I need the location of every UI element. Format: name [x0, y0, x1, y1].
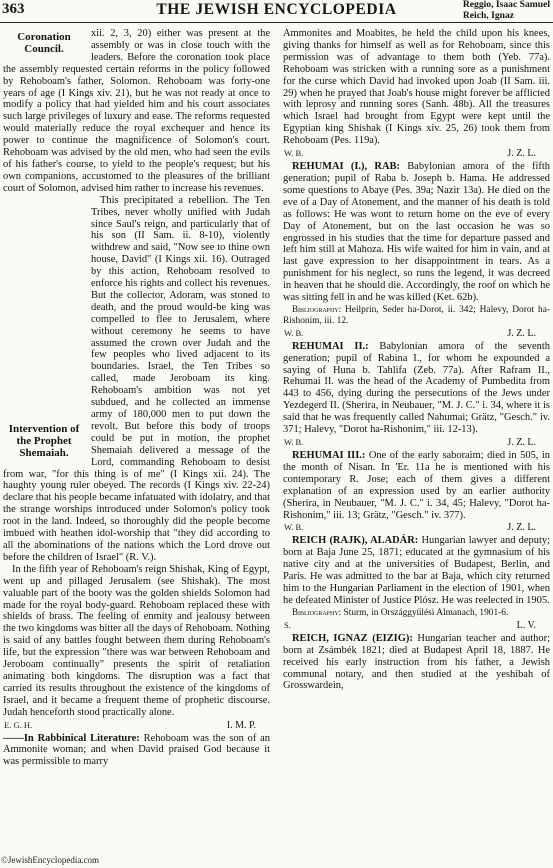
- guide-word-first: Reggio, Isaac Samuel: [462, 0, 550, 10]
- author-initials: W. B.: [284, 437, 304, 447]
- paragraph-text: This precipitated a rebellion. The Ten Tribes, never wholly unified with Judah since Saul's reign, and particularly that of his son (II Sam. ii. 8-10), violently withdrew and said, "Now see to thine own house, David" (I Kings xii. 16). Outraged by this action, Rehoboam resolved to enforce his rights and collect his revenues. But the collector, Adoram, was stoned to death, and the proud would-be king was compelled to flee to Jerusalem, where without ceremony he seems to have assumed the crown over Judah and the few peoples who lived adjacent to its boundaries. Israel, the Ten Tribes so called, made Jeroboam its king. Rehoboam's ambition was not yet subdued, and he collected an immense army of 180,000 men to put down the revolt. But before this body of troops could be put in motion, the prophet Shemaiah delivered a message of the Lord, commanding Rehoboam to desist from war, "for this thing is of me" (I Kings xii. 24). The haughty young ruler obeyed. The records (I Kings xiv. 22-24) declare that his people became infatuated with idolatry, and that the strange worships introduced under Solomon's policy took root in the land. Indeed, so thoroughly did the people become imbued with heathen idol-worship that "they did according to all the abominations of the nations which the Lord drove out before the children of Israel" (R. V.).: [3, 194, 270, 563]
- entry-rehumai-3: [283, 450, 550, 521]
- left-column: [3, 28, 270, 768]
- paragraph: [3, 564, 270, 719]
- paragraph-text: xii. 2, 3, 20) either was present at the assembly or was in close touch with the leaders. Before the coronation took place the assembly requested certain reforms in the policy followed by Rehoboam's father, Solomon. Rehoboam was forty-one years of age (I Kings xiv. 21), but he was not ready at once to modify a policy that had yielded him and his court associates such large privileges of luxury and ease. The reforms requested would materially reduce the royal exchequer and hence its power to continue the magnificence of Solomon's court. Rehoboam was advised by the old men, who had seen the evils of his father's course, to yield to the people's request; but his own companions, accustomed to the pleasures of the brilliant court of Solomon, advised him rather to increase his revenues.: [3, 28, 270, 194]
- margin-heading-coronation: Coronation Council.: [17, 31, 71, 55]
- author-initials: J. Z. L.: [507, 522, 536, 534]
- section-heading: ——In Rabbinical Literature:: [3, 732, 140, 744]
- contributor-signature: [283, 437, 550, 448]
- paragraph: [3, 195, 270, 564]
- bibliography-text: Sturm, in Országgyűlési Almanach, 1901-6.: [341, 607, 509, 618]
- author-initials: W. B.: [284, 148, 304, 159]
- entry-heading: REICH, IGNAZ (EIZIG):: [292, 632, 413, 644]
- author-initials: L. V.: [516, 619, 536, 631]
- entry-heading: REHUMAI (I.), RAB:: [292, 161, 400, 173]
- paragraph-text: Ammonites and Moabites, he held the child upon his knees, giving thanks for himself as well as for Rehoboam, since this permission was of advantage to them both (Yeb. 77a). Rehoboam was stricken with a running sore as a punishment for the curse which David had invoked upon Joab (II Sam. iii. 29) when he prayed that Joab's house might forever be afflicted with leprosy and running sores (Sanh. 48b). All the treasures which Israel had brought from Egypt were kept until the Egyptian king Shishak (I Kings xiv. 25, 26) took them from Rehoboam (Pes. 119a).: [283, 28, 550, 147]
- author-initials: S.: [284, 619, 291, 630]
- author-initials: I. M. P.: [226, 719, 256, 731]
- entry-text: Hungarian teacher and author; born at Zsámbék 1821; died at Budapest April 18, 1887. He received his early instruction from his father, a Jewish communal notary, and then studied at the yeshibah of Grosswardein,: [283, 632, 550, 692]
- paragraph: [283, 28, 550, 147]
- section-rabbinical: [3, 733, 270, 769]
- bibliography-label: Bibliography:: [292, 303, 342, 314]
- section-text: Rehoboam was the son of an Ammonite woman; and when David praised God because it was permissible to marry: [3, 732, 270, 768]
- guide-word-last: Reich, Ignaz: [462, 9, 515, 21]
- contributor-signature: [283, 148, 550, 159]
- margin-heading-intervention: Intervention of the Prophet Shemaiah.: [8, 422, 80, 459]
- right-column: [283, 28, 550, 692]
- entry-heading: REHUMAI II.:: [292, 340, 369, 352]
- page-number: 363: [2, 1, 25, 17]
- paragraph: [3, 28, 270, 195]
- author-initials: E. G. H.: [4, 719, 33, 730]
- author-initials: J. Z. L.: [507, 437, 536, 448]
- author-initials: J. Z. L.: [507, 148, 536, 160]
- entry-heading: REHUMAI III.:: [292, 450, 366, 461]
- author-initials: J. Z. L.: [507, 327, 536, 339]
- guide-words: [463, 0, 550, 21]
- contributor-signature: [283, 620, 550, 631]
- paragraph-text: In the fifth year of Rehoboam's reign Shishak, King of Egypt, went up and pillaged Jerusalem (see Shishak). The most valuable part of the booty was the golden shields Solomon had made for the royal body-guard. Rehoboam replaced these with shields of brass. The feeling of enmity and jealousy between the two kingdoms was bitter all the days of Rehoboam. Nothing is said of any battles fought between them during Rehoboam's life, but the expression "there was war between Rehoboam and Jeroboam continually" presents the spirit of retaliation animating both kingdoms. The disruption was a fact that carried its results throughout the existence of the kingdoms of Israel, and it became a frequent theme of prophetic discourse. Judah henceforth stood practically alone.: [3, 563, 270, 718]
- bibliography: [283, 304, 550, 327]
- contributor-signature: [283, 522, 550, 533]
- entry-text: One of the early saboraim; died in 505, in the month of Nisan. In 'Er. 11a he is mentioned with his contemporary R. Jose; each of them gives a different explanation of an expression used by an earlier authority (Sherira, in Neubauer, "M. J. C." i. 34, 45; Halevy, "Dorot ha-Rishonim," iii. 13; Grätz, "Gesch." iv. 377).: [283, 450, 550, 521]
- entry-reich-aladar: [283, 535, 550, 606]
- contributor-signature: [283, 328, 550, 339]
- bibliography-label: Bibliography:: [292, 606, 342, 617]
- entry-text: Babylonian amora of the fifth generation; pupil of Raba b. Joseph b. Hama. He addressed some questions to Abaye (Pes. 39a; Nazir 13a). He died on the eve of a Day of Atonement, and the manner of his death is told as follows: He was wont to return home on the eve of every Day of Atonement, but on the last occasion he was so engrossed in his studies that the time for departure passed and left him still at Mahoza. His wife waited for him in vain, and at last gave expression to her disappointment in tears. As a punishment for his neglect, so runs the legend, it was decreed in heaven that he should die. Accordingly, the roof on which he was sitting fell in and he was killed (Ket. 62b).: [283, 161, 550, 304]
- entry-rehumai-2: [283, 341, 550, 436]
- author-initials: W. B.: [284, 327, 304, 338]
- bibliography: [283, 607, 550, 619]
- site-credit: ©JewishEncyclopedia.com: [1, 855, 100, 865]
- author-initials: W. B.: [284, 522, 304, 533]
- entry-text: Hungarian lawyer and deputy; born at Baja June 25, 1871; educated at the gymnasium of his native city and at the universities of Budapest, Berlin, and Paris. He was admitted to the bar at Baja, which city returned him to the Hungarian Parliament in the election of 1901, when he defeated Minister of Justice Plósz. He was reelected in 1905.: [283, 535, 550, 606]
- page-header: [0, 0, 553, 23]
- entry-heading: REICH (RAJK), ALADÁR:: [292, 535, 419, 547]
- entry-text: Babylonian amora of the seventh generation; pupil of Rabina I., for whom he expounded a saying of Huna b. Tahlifa (Zeb. 77a). After Rafram II., Rehumai II. was the head of the Academy of Pumbedita from 443 to 456, dying during the persecutions of the Jews under Yezdegerd II. (Sherira, in Neubauer, "M. J. C." i. 34, where it is said that he was frequently called Nahumai; Grätz, "Gesch." iv. 371; Halevy, "Dorot ha-Rishonim," iii. 12-13).: [283, 340, 550, 436]
- running-title: THE JEWISH ENCYCLOPEDIA: [156, 1, 397, 18]
- entry-rehumai-1: [283, 161, 550, 304]
- entry-reich-ignaz: [283, 633, 550, 693]
- bibliography-text: Heilprin, Seder ha-Dorot, ii. 342; Halevy, Dorot ha-Rishonim, iii. 12.: [283, 304, 550, 326]
- contributor-signature: [3, 720, 270, 731]
